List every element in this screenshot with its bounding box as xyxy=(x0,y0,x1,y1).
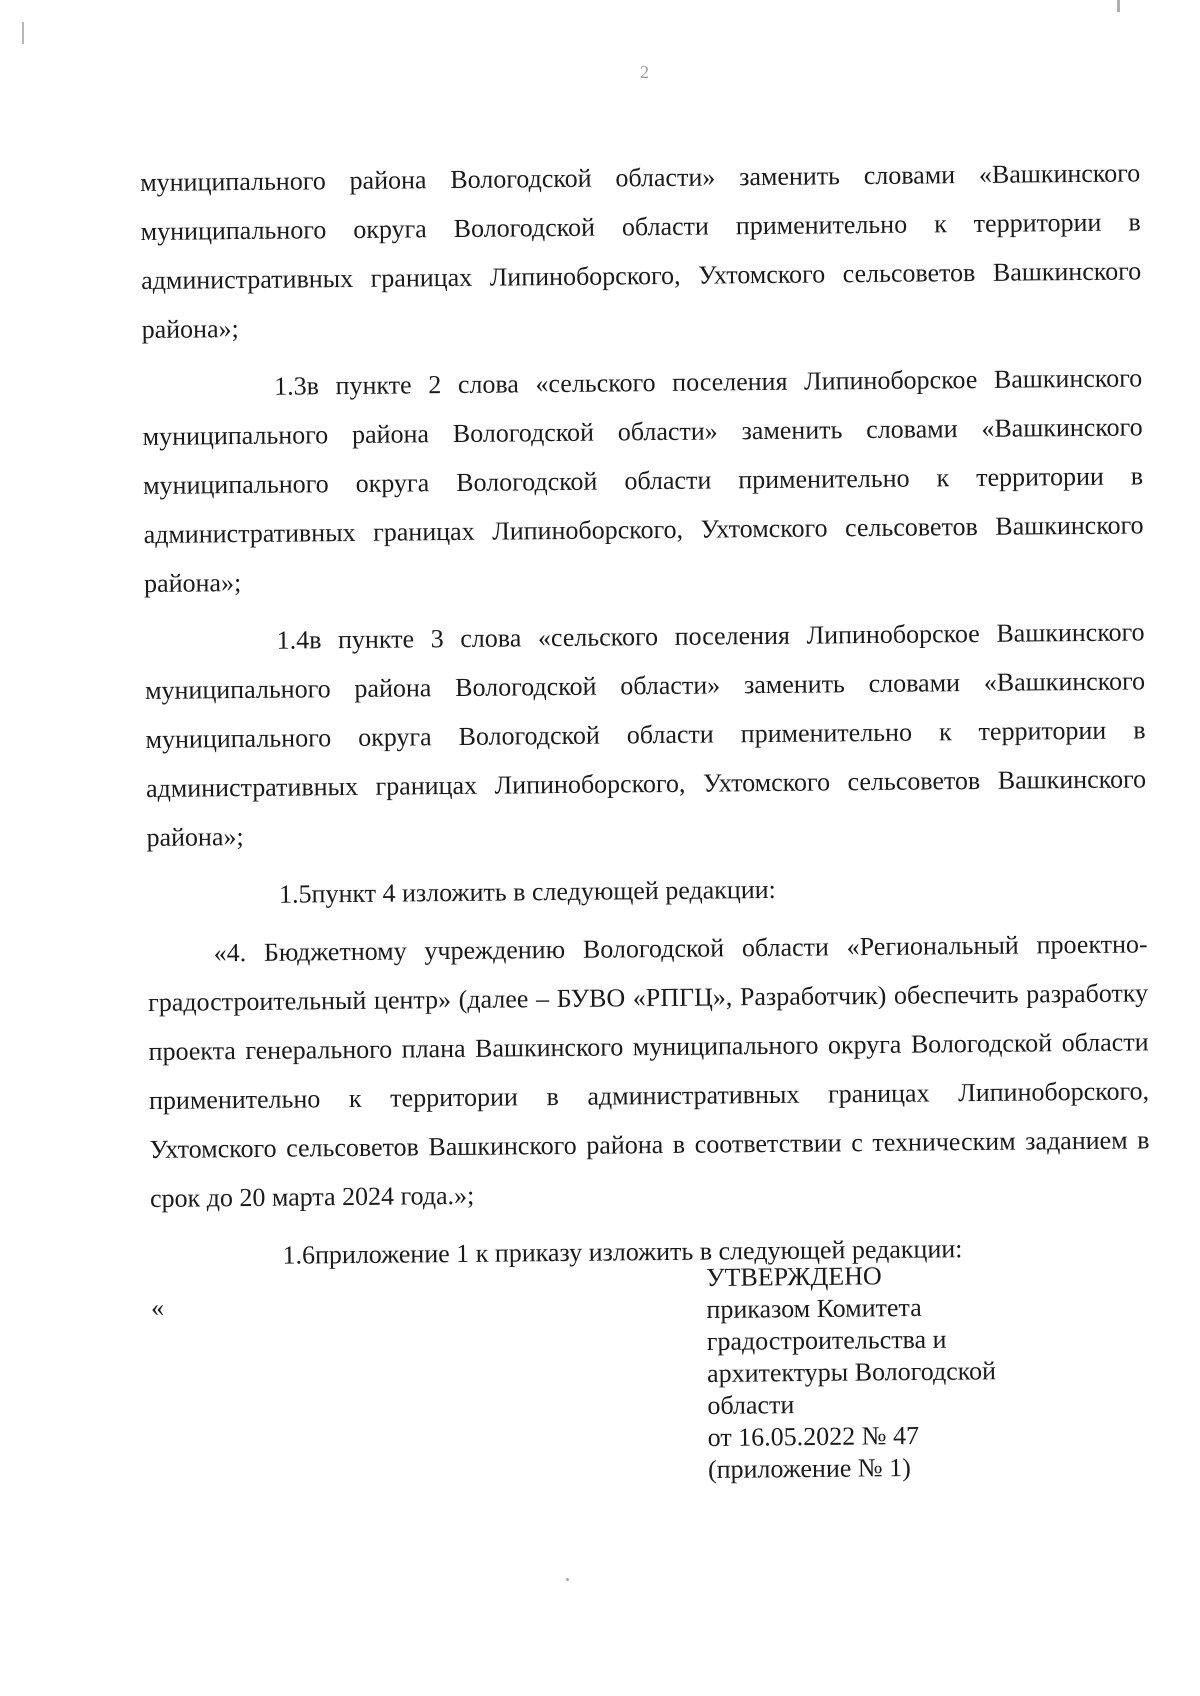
item-number: 1.3 xyxy=(274,371,307,401)
paragraph-item-1-3 xyxy=(142,353,1144,608)
item-text: в пункте 3 слова «сельского поселения Липиноборское Вашкинского муниципального района Вологодской области» заменить словами «Вашкинского муниципального округа Вологодской области применительно к территории в административных границах Липиноборского, Ухтомского сельсоветов Вашкинского района»; xyxy=(144,617,1147,852)
paragraph-continuation: муниципального района Вологодской области» заменить словами «Вашкинского муниципального округа Вологодской области применительно к территории в административных границах Липиноборского, Ухтомского сельсоветов Вашкинского района»; xyxy=(140,158,1142,344)
approval-line: области xyxy=(707,1390,795,1420)
approval-appendix-label: (приложение № 1) xyxy=(707,1453,911,1484)
approval-line: приказом Комитета xyxy=(706,1292,922,1324)
scan-dot-mark xyxy=(566,1578,569,1581)
approval-block xyxy=(706,1259,997,1486)
approval-line: архитектуры Вологодской xyxy=(706,1356,997,1388)
item-text: в пункте 2 слова «сельского поселения Липиноборское Вашкинского муниципального района Вологодской области» заменить словами «Вашкинского муниципального округа Вологодской области применительно к территории в административных границах Липиноборского, Ухтомского сельсоветов Вашкинского района»; xyxy=(142,363,1144,598)
approval-line: градостроительства и xyxy=(706,1324,947,1356)
item-text: пункт 4 изложить в следующей редакции: xyxy=(311,874,776,909)
paragraph-item-1-4 xyxy=(144,607,1146,862)
approval-heading: УТВЕРЖДЕНО xyxy=(706,1261,882,1292)
item-number: 1.6 xyxy=(282,1240,316,1270)
scan-edge-mark-left xyxy=(22,22,24,44)
approval-order-date-number: от 16.05.2022 № 47 xyxy=(707,1420,920,1452)
opening-quote-mark: « xyxy=(150,1292,165,1322)
page-number: 2 xyxy=(640,62,649,82)
paragraph-item-1-5 xyxy=(147,861,1147,920)
item-number: 1.5 xyxy=(278,879,312,909)
item-text: приложение 1 к приказу изложить в следующей редакции: xyxy=(314,1234,963,1270)
item-number: 1.4 xyxy=(276,625,310,655)
scan-edge-mark-right xyxy=(1117,0,1120,12)
paragraph-item-1-6 xyxy=(150,1222,1150,1281)
document-body xyxy=(140,148,1151,1326)
paragraph-quoted-point-4: «4. Бюджетному учреждению Вологодской области «Региональный проектно-градостроительный центр» (далее – БУВО «РПГЦ», Разработчик) обеспечить разработку проекта генерального плана Вашкинского муниципального округа Вологодской области применительно к территории в административных границах Липиноборского, Ухтомского сельсоветов Вашкинского района в соответствии с техническим заданием в срок до 20 марта 2024 года.»; xyxy=(147,929,1150,1213)
